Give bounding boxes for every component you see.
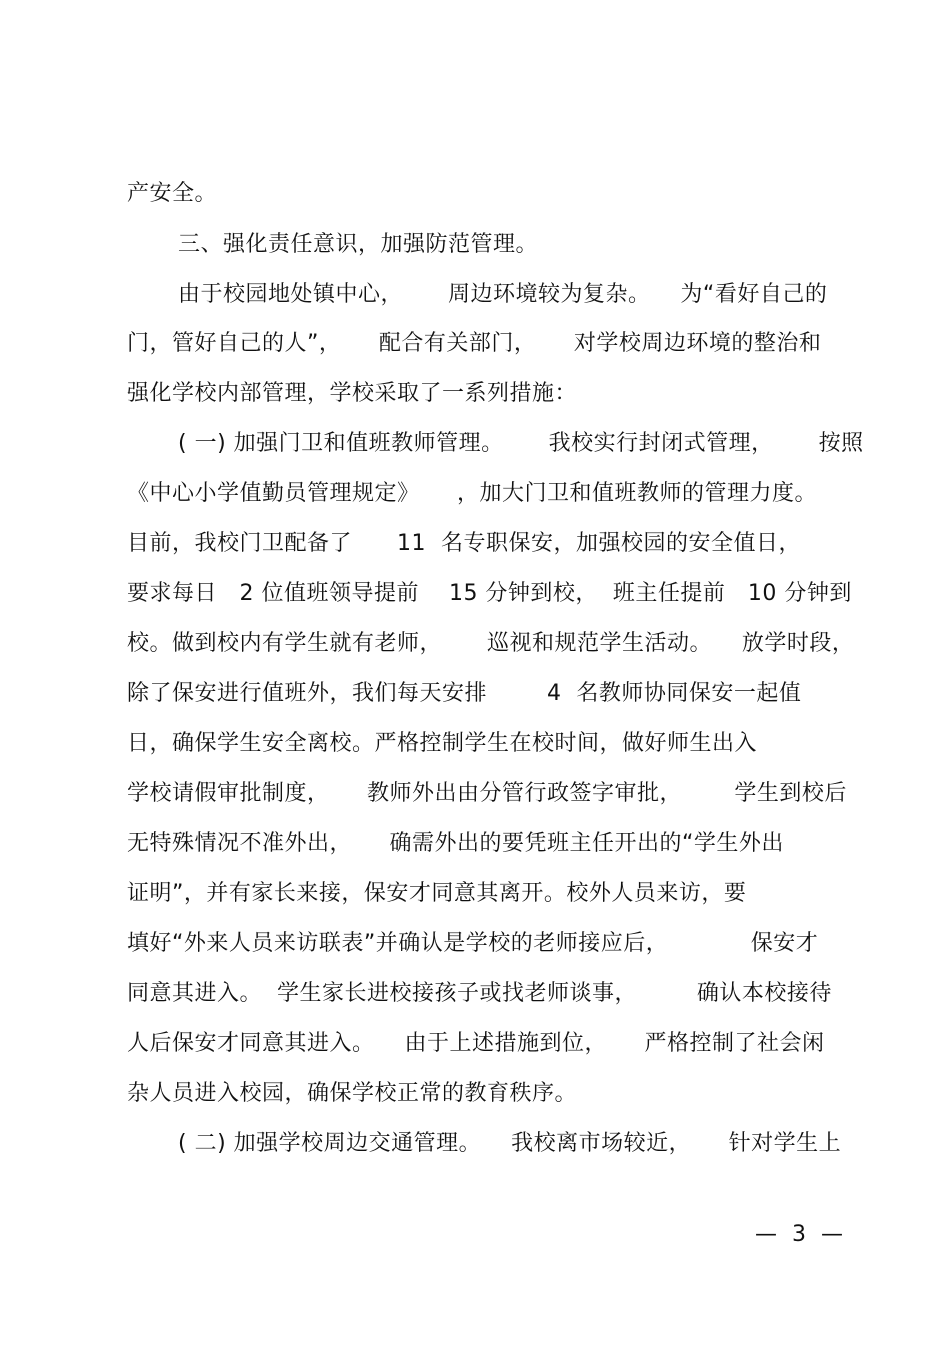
text-line-8: 目前，我校门卫配备了 11 名专职保安，加强校园的安全值日，: [127, 531, 801, 556]
page-number: — 3 —: [755, 1222, 847, 1247]
text-line-19: 杂人员进入校园，确保学校正常的教育秩序。: [127, 1081, 578, 1106]
text-line-7: 《中心小学值勤员管理规定》 ，加大门卫和值班教师的管理力度。: [127, 481, 817, 506]
text-line-17: 同意其进入。 学生家长进校接孩子或找老师谈事， 确认本校接待: [127, 981, 832, 1006]
text-line-13: 学校请假审批制度， 教师外出由分管行政签字审批， 学生到校后: [127, 781, 847, 806]
text-line-18: 人后保安才同意其进入。 由于上述措施到位， 严格控制了社会闲: [127, 1031, 825, 1056]
subsection-heading-1: ( 一) 加强门卫和值班教师管理。 我校实行封闭式管理， 按照: [178, 431, 864, 456]
text-line-3: 由于校园地处镇中心， 周边环境较为复杂。 为“看好自己的: [178, 282, 828, 307]
text-line-12: 日，确保学生安全离校。严格控制学生在校时间，做好师生出入: [127, 731, 758, 756]
section-heading: 三、强化责任意识，加强防范管理。: [178, 232, 539, 257]
text-line-5: 强化学校内部管理，学校采取了一系列措施：: [127, 381, 578, 406]
text-line-15: 证明”，并有家长来接，保安才同意其离开。校外人员来访，要: [127, 881, 747, 906]
subsection-heading-2: ( 二) 加强学校周边交通管理。 我校离市场较近， 针对学生上: [178, 1131, 842, 1156]
text-line-10: 校。做到校内有学生就有老师， 巡视和规范学生活动。 放学时段，: [127, 631, 855, 656]
text-line-16: 填好“外来人员来访联表”并确认是学校的老师接应后， 保安才: [127, 931, 819, 956]
text-line-1: 产安全。: [127, 181, 218, 206]
text-line-14: 无特殊情况不准外出， 确需外出的要凭班主任开出的“学生外出: [127, 831, 784, 856]
text-line-4: 门，管好自己的人”， 配合有关部门， 对学校周边环境的整治和: [127, 331, 822, 356]
text-line-11: 除了保安进行值班外，我们每天安排 4 名教师协同保安一起值: [127, 681, 802, 706]
text-line-9: 要求每日 2 位值班领导提前 15 分钟到校， 班主任提前 10 分钟到: [127, 581, 852, 606]
